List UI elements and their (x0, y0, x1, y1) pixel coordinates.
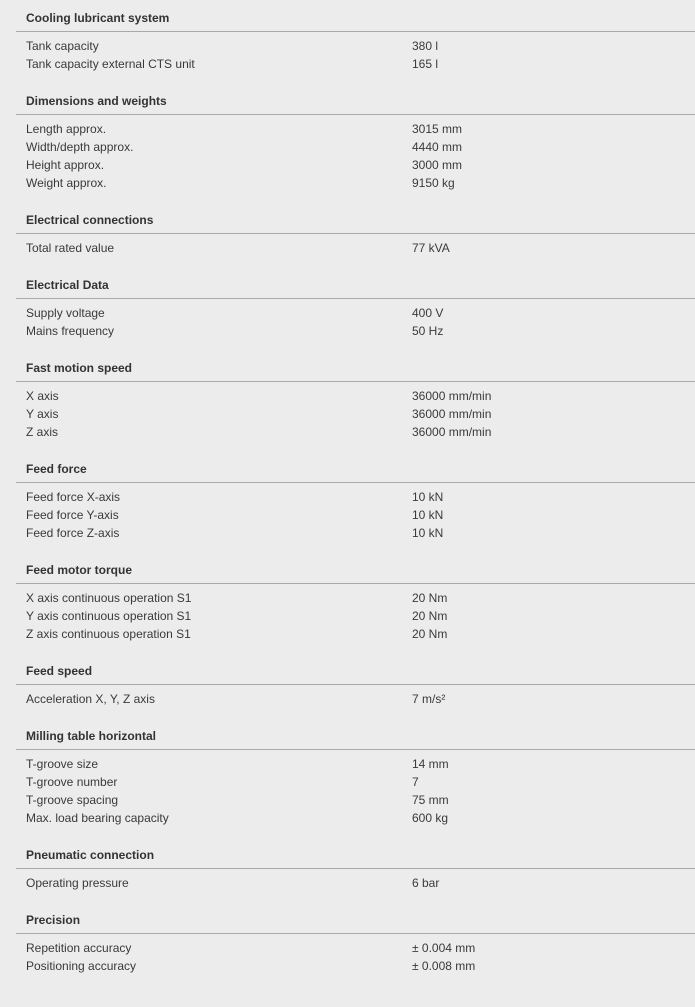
spec-label: Acceleration X, Y, Z axis (26, 692, 155, 706)
spec-row (0, 37, 695, 55)
spec-row (0, 156, 695, 174)
spec-section (0, 10, 695, 73)
spec-value: 20 Nm (412, 627, 448, 641)
spec-label: X axis (26, 389, 59, 403)
section-divider (16, 381, 695, 382)
section-divider (16, 684, 695, 685)
spec-label: T-groove number (26, 775, 118, 789)
spec-value: ± 0.008 mm (412, 959, 476, 973)
spec-value: 10 kN (412, 508, 444, 522)
section-title: Milling table horizontal (26, 729, 156, 743)
section-title: Cooling lubricant system (26, 11, 170, 25)
spec-label: T-groove spacing (26, 793, 119, 807)
spec-value: 3015 mm (412, 122, 463, 136)
section-divider (16, 298, 695, 299)
spec-value: 600 kg (412, 811, 449, 825)
spec-row (0, 524, 695, 542)
spec-label: Y axis (26, 407, 59, 421)
spec-row (0, 239, 695, 257)
section-title: Feed motor torque (26, 563, 133, 577)
spec-value: ± 0.004 mm (412, 941, 476, 955)
spec-value: 3000 mm (412, 158, 463, 172)
spec-value: 10 kN (412, 526, 444, 540)
spec-section (0, 663, 695, 708)
spec-row (0, 957, 695, 975)
spec-row (0, 625, 695, 643)
spec-row (0, 874, 695, 892)
spec-label: Length approx. (26, 122, 107, 136)
section-divider (16, 233, 695, 234)
section-divider (16, 749, 695, 750)
spec-label: Operating pressure (26, 876, 129, 890)
spec-label: Height approx. (26, 158, 105, 172)
section-title: Dimensions and weights (26, 94, 167, 108)
spec-row (0, 773, 695, 791)
spec-label: T-groove size (26, 757, 99, 771)
spec-section (0, 212, 695, 257)
spec-label: Repetition accuracy (26, 941, 132, 955)
spec-value: 4440 mm (412, 140, 463, 154)
spec-value: 50 Hz (412, 324, 444, 338)
spec-label: Supply voltage (26, 306, 105, 320)
spec-section (0, 562, 695, 643)
spec-label: Y axis continuous operation S1 (26, 609, 192, 623)
section-title: Feed force (26, 462, 87, 476)
spec-value: 6 bar (412, 876, 440, 890)
spec-value: 380 l (412, 39, 439, 53)
spec-label: Feed force Y-axis (26, 508, 119, 522)
spec-row (0, 488, 695, 506)
spec-value: 36000 mm/min (412, 425, 492, 439)
spec-section (0, 360, 695, 441)
spec-row (0, 607, 695, 625)
spec-section (0, 277, 695, 340)
section-divider (16, 933, 695, 934)
spec-row (0, 387, 695, 405)
section-title: Feed speed (26, 664, 93, 678)
spec-value: 36000 mm/min (412, 407, 492, 421)
spec-value: 20 Nm (412, 609, 448, 623)
spec-value: 20 Nm (412, 591, 448, 605)
spec-section (0, 461, 695, 542)
spec-value: 14 mm (412, 757, 449, 771)
spec-row (0, 174, 695, 192)
spec-value: 77 kVA (412, 241, 450, 255)
spec-label: Positioning accuracy (26, 959, 137, 973)
section-divider (16, 114, 695, 115)
spec-label: Tank capacity external CTS unit (26, 57, 195, 71)
spec-value: 7 m/s² (412, 692, 446, 706)
spec-label: Feed force Z-axis (26, 526, 120, 540)
spec-value: 7 (412, 775, 419, 789)
spec-row (0, 690, 695, 708)
spec-value: 9150 kg (412, 176, 455, 190)
spec-label: Width/depth approx. (26, 140, 134, 154)
spec-row (0, 809, 695, 827)
spec-row (0, 55, 695, 73)
spec-label: Total rated value (26, 241, 115, 255)
spec-value: 75 mm (412, 793, 449, 807)
section-title: Electrical connections (26, 213, 154, 227)
spec-value: 400 V (412, 306, 444, 320)
section-title: Electrical Data (26, 278, 109, 292)
section-divider (16, 583, 695, 584)
spec-row (0, 304, 695, 322)
section-title: Precision (26, 913, 81, 927)
spec-section (0, 912, 695, 975)
spec-row (0, 423, 695, 441)
spec-label: Max. load bearing capacity (26, 811, 169, 825)
spec-row (0, 322, 695, 340)
section-title: Pneumatic connection (26, 848, 155, 862)
spec-label: Z axis continuous operation S1 (26, 627, 191, 641)
spec-value: 165 l (412, 57, 439, 71)
spec-value: 36000 mm/min (412, 389, 492, 403)
section-title: Fast motion speed (26, 361, 133, 375)
spec-row (0, 939, 695, 957)
spec-label: Feed force X-axis (26, 490, 121, 504)
section-divider (16, 482, 695, 483)
spec-label: Weight approx. (26, 176, 107, 190)
spec-label: Tank capacity (26, 39, 99, 53)
spec-section (0, 728, 695, 827)
spec-row (0, 589, 695, 607)
spec-label: X axis continuous operation S1 (26, 591, 192, 605)
spec-label: Mains frequency (26, 324, 115, 338)
spec-row (0, 506, 695, 524)
spec-value: 10 kN (412, 490, 444, 504)
section-divider (16, 868, 695, 869)
spec-row (0, 405, 695, 423)
spec-row (0, 755, 695, 773)
spec-section (0, 93, 695, 192)
spec-section (0, 847, 695, 892)
section-divider (16, 31, 695, 32)
spec-row (0, 791, 695, 809)
spec-row (0, 138, 695, 156)
spec-label: Z axis (26, 425, 59, 439)
spec-row (0, 120, 695, 138)
